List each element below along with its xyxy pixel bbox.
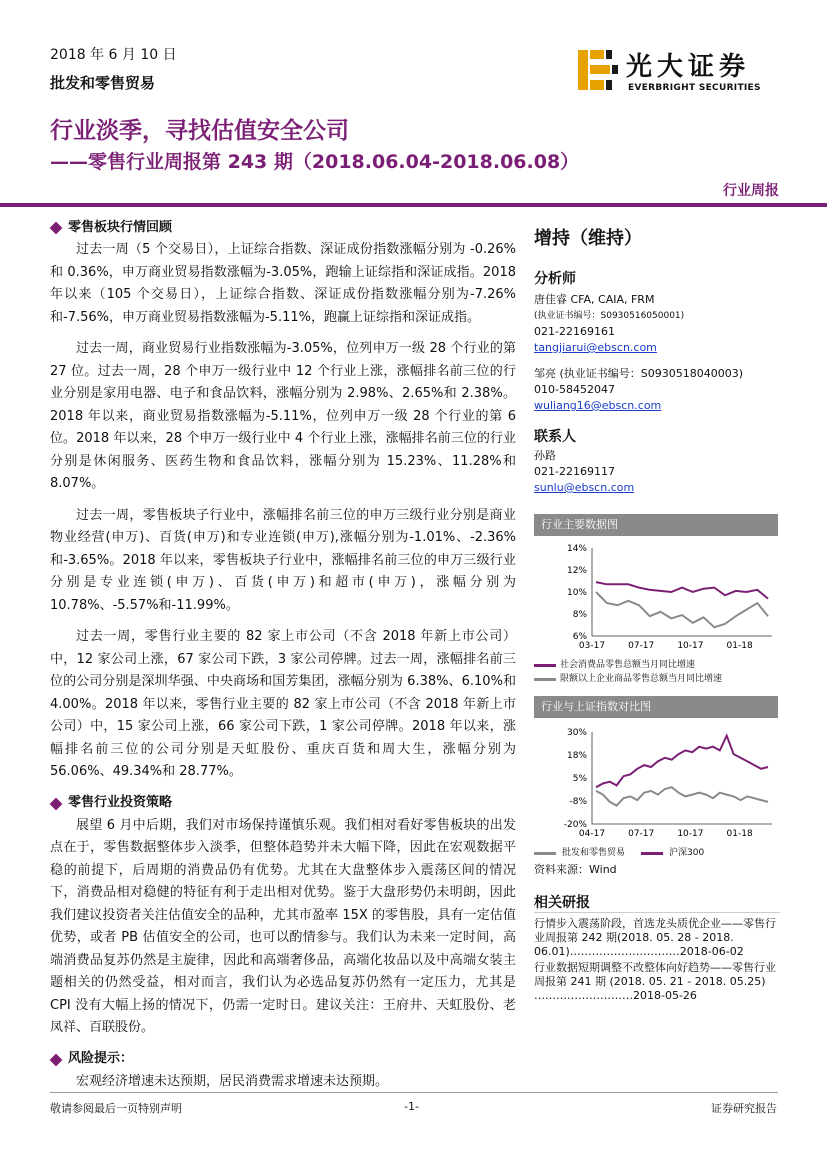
analyst-phone: 010-58452047	[534, 383, 615, 396]
analyst-phone: 021-22169161	[534, 325, 615, 338]
index-comparison-chart	[534, 718, 780, 842]
paragraph: 过去一周，商业贸易行业指数涨幅为-3.05%，位列申万一级 28 个行业的第 27 位。过去一周，28 个申万一级行业中 12 个行业上涨，涨幅排名前三位的行业分别是家用电器、电子和食品饮料，涨幅分别为 2.98%、2.65%和 2.38%。2018 年以来，商业贸易指数涨幅为-5.11%，位列申万一级 28 个行业的第 6 位。2018 年以来，28 个申万一级行业中 4 个行业上涨，涨幅排名前三位的行业分别是休闲服务、医药生物和食品饮料，涨幅分别为 15.23%、11.28%和 8.07%。	[50, 341, 516, 491]
paragraph: 过去一周（5 个交易日），上证综合指数、深证成份指数涨幅分别为 -0.26%和 0.36%，申万商业贸易指数涨幅为-3.05%，跑输上证综指和深证成指。2018 年以来（105 个交易日），上证综合指数、深证成份指数涨幅分别为-7.26%和-7.56%，申万商业贸易指数涨幅为-5.11%，跑赢上证综指和深证成指。	[50, 242, 516, 325]
diamond-bullet-icon	[50, 222, 63, 235]
y-tick-label: 12%	[566, 566, 587, 576]
legend-swatch-icon	[534, 678, 556, 681]
series-line	[596, 582, 768, 599]
y-tick-label: 6%	[572, 632, 587, 642]
footer-divider	[50, 1092, 778, 1093]
contact-email-link[interactable]: sunlu@ebscn.com	[534, 481, 635, 494]
legend-item: 限额以上企业商品零售总额当月同比增速	[534, 672, 780, 686]
sidebar	[534, 224, 780, 1003]
y-tick-label: -8%	[569, 797, 587, 807]
footer-report-label: 证券研究报告	[711, 1102, 777, 1115]
logo-chinese-name: 光大证券	[626, 52, 751, 82]
paragraph: 过去一周，零售行业主要的 82 家上市公司（不含 2018 年新上市公司）中，12 家公司上涨，67 家公司下跌，3 家公司停牌。过去一周，涨幅排名前三位的公司分别是深圳华强、中央商场和国芳集团，涨幅分别为 6.38%、6.10%和 4.00%。2018 年以来，零售行业主要的 82 家上市公司（不含 2018 年新上市公司）中，15 家公司上涨，66 家公司下跌，1 家公司停牌。2018 年以来，涨幅排名前三位的公司分别是天虹股份、重庆百货和周大生，涨幅分别为 56.06%、49.34%和 28.77%。	[50, 629, 516, 779]
x-tick-label: 07-17	[628, 641, 655, 651]
x-tick-label: 07-17	[628, 829, 655, 839]
legend-swatch-icon	[534, 664, 556, 667]
contact-name: 孙路	[534, 449, 556, 462]
legend-swatch-icon	[534, 852, 556, 855]
paragraph: 展望 6 月中后期，我们对市场保持谨慎乐观。我们相对看好零售板块的出发点在于，零售数据整体步入淡季，但整体趋势并未大幅下降，因此在宏观数据平稳的前提下，后周期的消费品仍有优势。尤其在大盘整体步入震荡区间的情况下，消费品相对稳健的特征有利于走出相对优势。鉴于大盘形势仍未明朗，因此我们建议投资者关注估值安全的品种，尤其市盈率 15X 的零售股，具有一定估值优势，或者 PB 估值安全的公司，也可以酌情参与。我们认为未来一定时间，高端消费品复苏仍然是主旋律，因此和高端奢侈品，高端化妆品以及中高端女装主题相关的仍然受益，相对而言，我们认为必选品复苏仍然有一定压力，尤其是 CPI 没有大幅上扬的情况下，仍需一定时日。建议关注：王府井、天虹股份、老凤祥、百联股份。	[50, 817, 516, 1035]
section-heading-risk: 风险提示：	[50, 1049, 516, 1071]
related-report-link[interactable]: 行情步入震荡阶段，首选龙头质优企业——零售行业周报第 242 期(2018. 05. 28 - 2018. 06.01)…………………………2018-06-02	[534, 917, 776, 958]
legend-swatch-icon	[641, 852, 663, 855]
company-logo	[578, 46, 778, 98]
chart-title: 行业主要数据图	[534, 514, 778, 536]
analyst-email-link[interactable]: wuliang16@ebscn.com	[534, 399, 662, 412]
section-heading-strategy: 零售行业投资策略	[50, 793, 516, 815]
section-heading-market-review: 零售板块行情回顾	[50, 217, 516, 239]
x-tick-label: 04-17	[578, 829, 606, 839]
series-line	[596, 787, 768, 805]
y-tick-label: 8%	[572, 610, 587, 620]
report-type: 行业周报	[723, 183, 779, 199]
y-tick-label: 5%	[572, 774, 587, 784]
chart-source: 资料来源：Wind	[534, 863, 617, 876]
analyst-name: 唐佳睿 CFA, CAIA, FRM	[534, 293, 655, 306]
series-line	[596, 592, 768, 627]
diamond-bullet-icon	[50, 1053, 63, 1066]
legend-item: 社会消费品零售总额当月同比增速	[534, 658, 780, 672]
contact-phone: 021-22169117	[534, 465, 615, 478]
x-tick-label: 01-18	[726, 641, 753, 651]
diamond-bullet-icon	[50, 797, 63, 810]
analyst-cert: (执业证书编号：S0930516050001)	[534, 311, 685, 321]
report-subtitle: ——零售行业周报第 243 期（2018.06.04-2018.06.08）	[50, 151, 580, 173]
y-tick-label: 10%	[566, 588, 587, 598]
y-tick-label: 14%	[566, 544, 587, 554]
retail-data-chart	[534, 536, 780, 654]
analyst-email-link[interactable]: tangjiarui@ebscn.com	[534, 341, 657, 354]
paragraph: 过去一周，零售板块子行业中，涨幅排名前三位的申万三级行业分别是商业物业经营(申万)、百货(申万)和专业连锁(申万),涨幅分别为-1.01%、-2.36%和-3.65%。2018 年以来，零售板块子行业中，涨幅排名前三位的申万三级行业分别是专业连锁(申万)、百货(申万)和超市(申万)，涨幅分别为 10.78%、-5.57%和-11.99%。	[50, 507, 516, 613]
logo-mark-icon	[578, 46, 622, 94]
chart-axis	[592, 732, 772, 824]
related-report-link[interactable]: 行业数据短期调整不改整体向好趋势——零售行业周报第 241 期 (2018. 05. 21 - 2018. 05.25) ………………………2018-05-26	[534, 961, 776, 1002]
main-column	[50, 217, 516, 1102]
footer-disclaimer: 敬请参阅最后一页特别声明	[50, 1102, 182, 1115]
page-number: -1-	[404, 1100, 419, 1113]
header-divider	[0, 203, 827, 207]
contact-heading: 联系人	[534, 429, 576, 445]
y-tick-label: 30%	[566, 728, 587, 738]
legend: 批发和零售贸易 沪深300	[534, 846, 780, 860]
y-tick-label: 18%	[566, 751, 587, 761]
analyst-name: 邹亮 (执业证书编号：S0930518040003)	[534, 367, 744, 380]
analyst-heading: 分析师	[534, 271, 576, 287]
chart-title: 行业与上证指数对比图	[534, 696, 778, 718]
series-line	[596, 736, 768, 788]
report-title: 行业淡季，寻找估值安全公司	[50, 118, 349, 144]
report-date: 2018 年 6 月 10 日	[50, 47, 177, 63]
y-tick-label: -20%	[563, 820, 587, 830]
sector-label: 批发和零售贸易	[50, 74, 156, 92]
x-tick-label: 03-17	[578, 641, 606, 651]
x-tick-label: 10-17	[677, 641, 704, 651]
x-tick-label: 10-17	[677, 829, 704, 839]
x-tick-label: 01-18	[726, 829, 753, 839]
rating: 增持（维持）	[534, 228, 642, 249]
logo-english-name: EVERBRIGHT SECURITIES	[628, 83, 761, 93]
related-reports-heading: 相关研报	[534, 892, 780, 913]
paragraph: 宏观经济增速未达预期，居民消费需求增速未达预期。	[76, 1073, 389, 1089]
